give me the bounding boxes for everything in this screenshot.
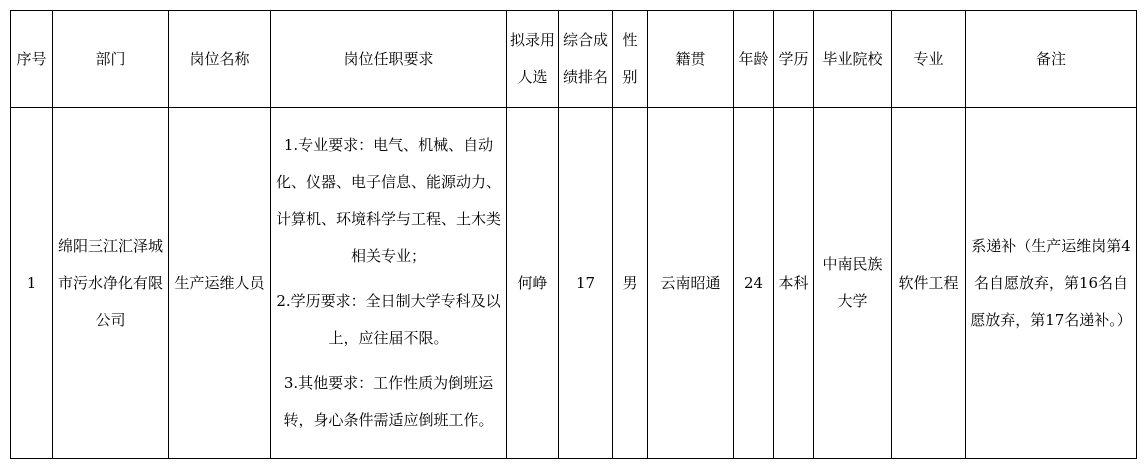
cell-candidate: 何峥 [507,108,559,459]
cell-rank: 17 [559,108,613,459]
table-row [11,108,1137,459]
header-requirements: 岗位任职要求 [271,11,507,108]
header-seq: 序号 [11,11,53,108]
header-candidate: 拟录用人选 [507,11,559,108]
header-position: 岗位名称 [169,11,271,108]
cell-remarks: 系递补（生产运维岗第4名自愿放弃，第16名自愿放弃，第17名递补。） [966,108,1137,459]
header-education: 学历 [774,11,814,108]
cell-education: 本科 [774,108,814,459]
requirement-education: 2.学历要求：全日制大学专科及以上，应往届不限。 [276,292,501,347]
cell-dept: 绵阳三江汇泽城市污水净化有限公司 [53,108,169,459]
cell-major: 软件工程 [892,108,966,459]
header-rank: 综合成绩排名 [559,11,613,108]
requirement-major: 1.专业要求：电气、机械、自动化、仪器、电子信息、能源动力、计算机、环境科学与工程、土木类相关专业； [275,136,501,265]
cell-age: 24 [734,108,774,459]
recruitment-table [10,10,1137,459]
table-header [11,11,1137,108]
cell-requirements [271,108,507,459]
cell-school: 中南民族大学 [814,108,892,459]
cell-position: 生产运维人员 [169,108,271,459]
requirement-other: 3.其他要求：工作性质为倒班运转，身心条件需适应倒班工作。 [283,374,494,429]
header-dept: 部门 [53,11,169,108]
header-origin: 籍贯 [648,11,734,108]
cell-gender: 男 [613,108,648,459]
header-school: 毕业院校 [814,11,892,108]
header-major: 专业 [892,11,966,108]
header-row [11,11,1137,108]
header-age: 年龄 [734,11,774,108]
cell-origin: 云南昭通 [648,108,734,459]
cell-seq: 1 [11,108,53,459]
table-body [11,108,1137,459]
header-gender: 性别 [613,11,648,108]
header-remarks: 备注 [966,11,1137,108]
